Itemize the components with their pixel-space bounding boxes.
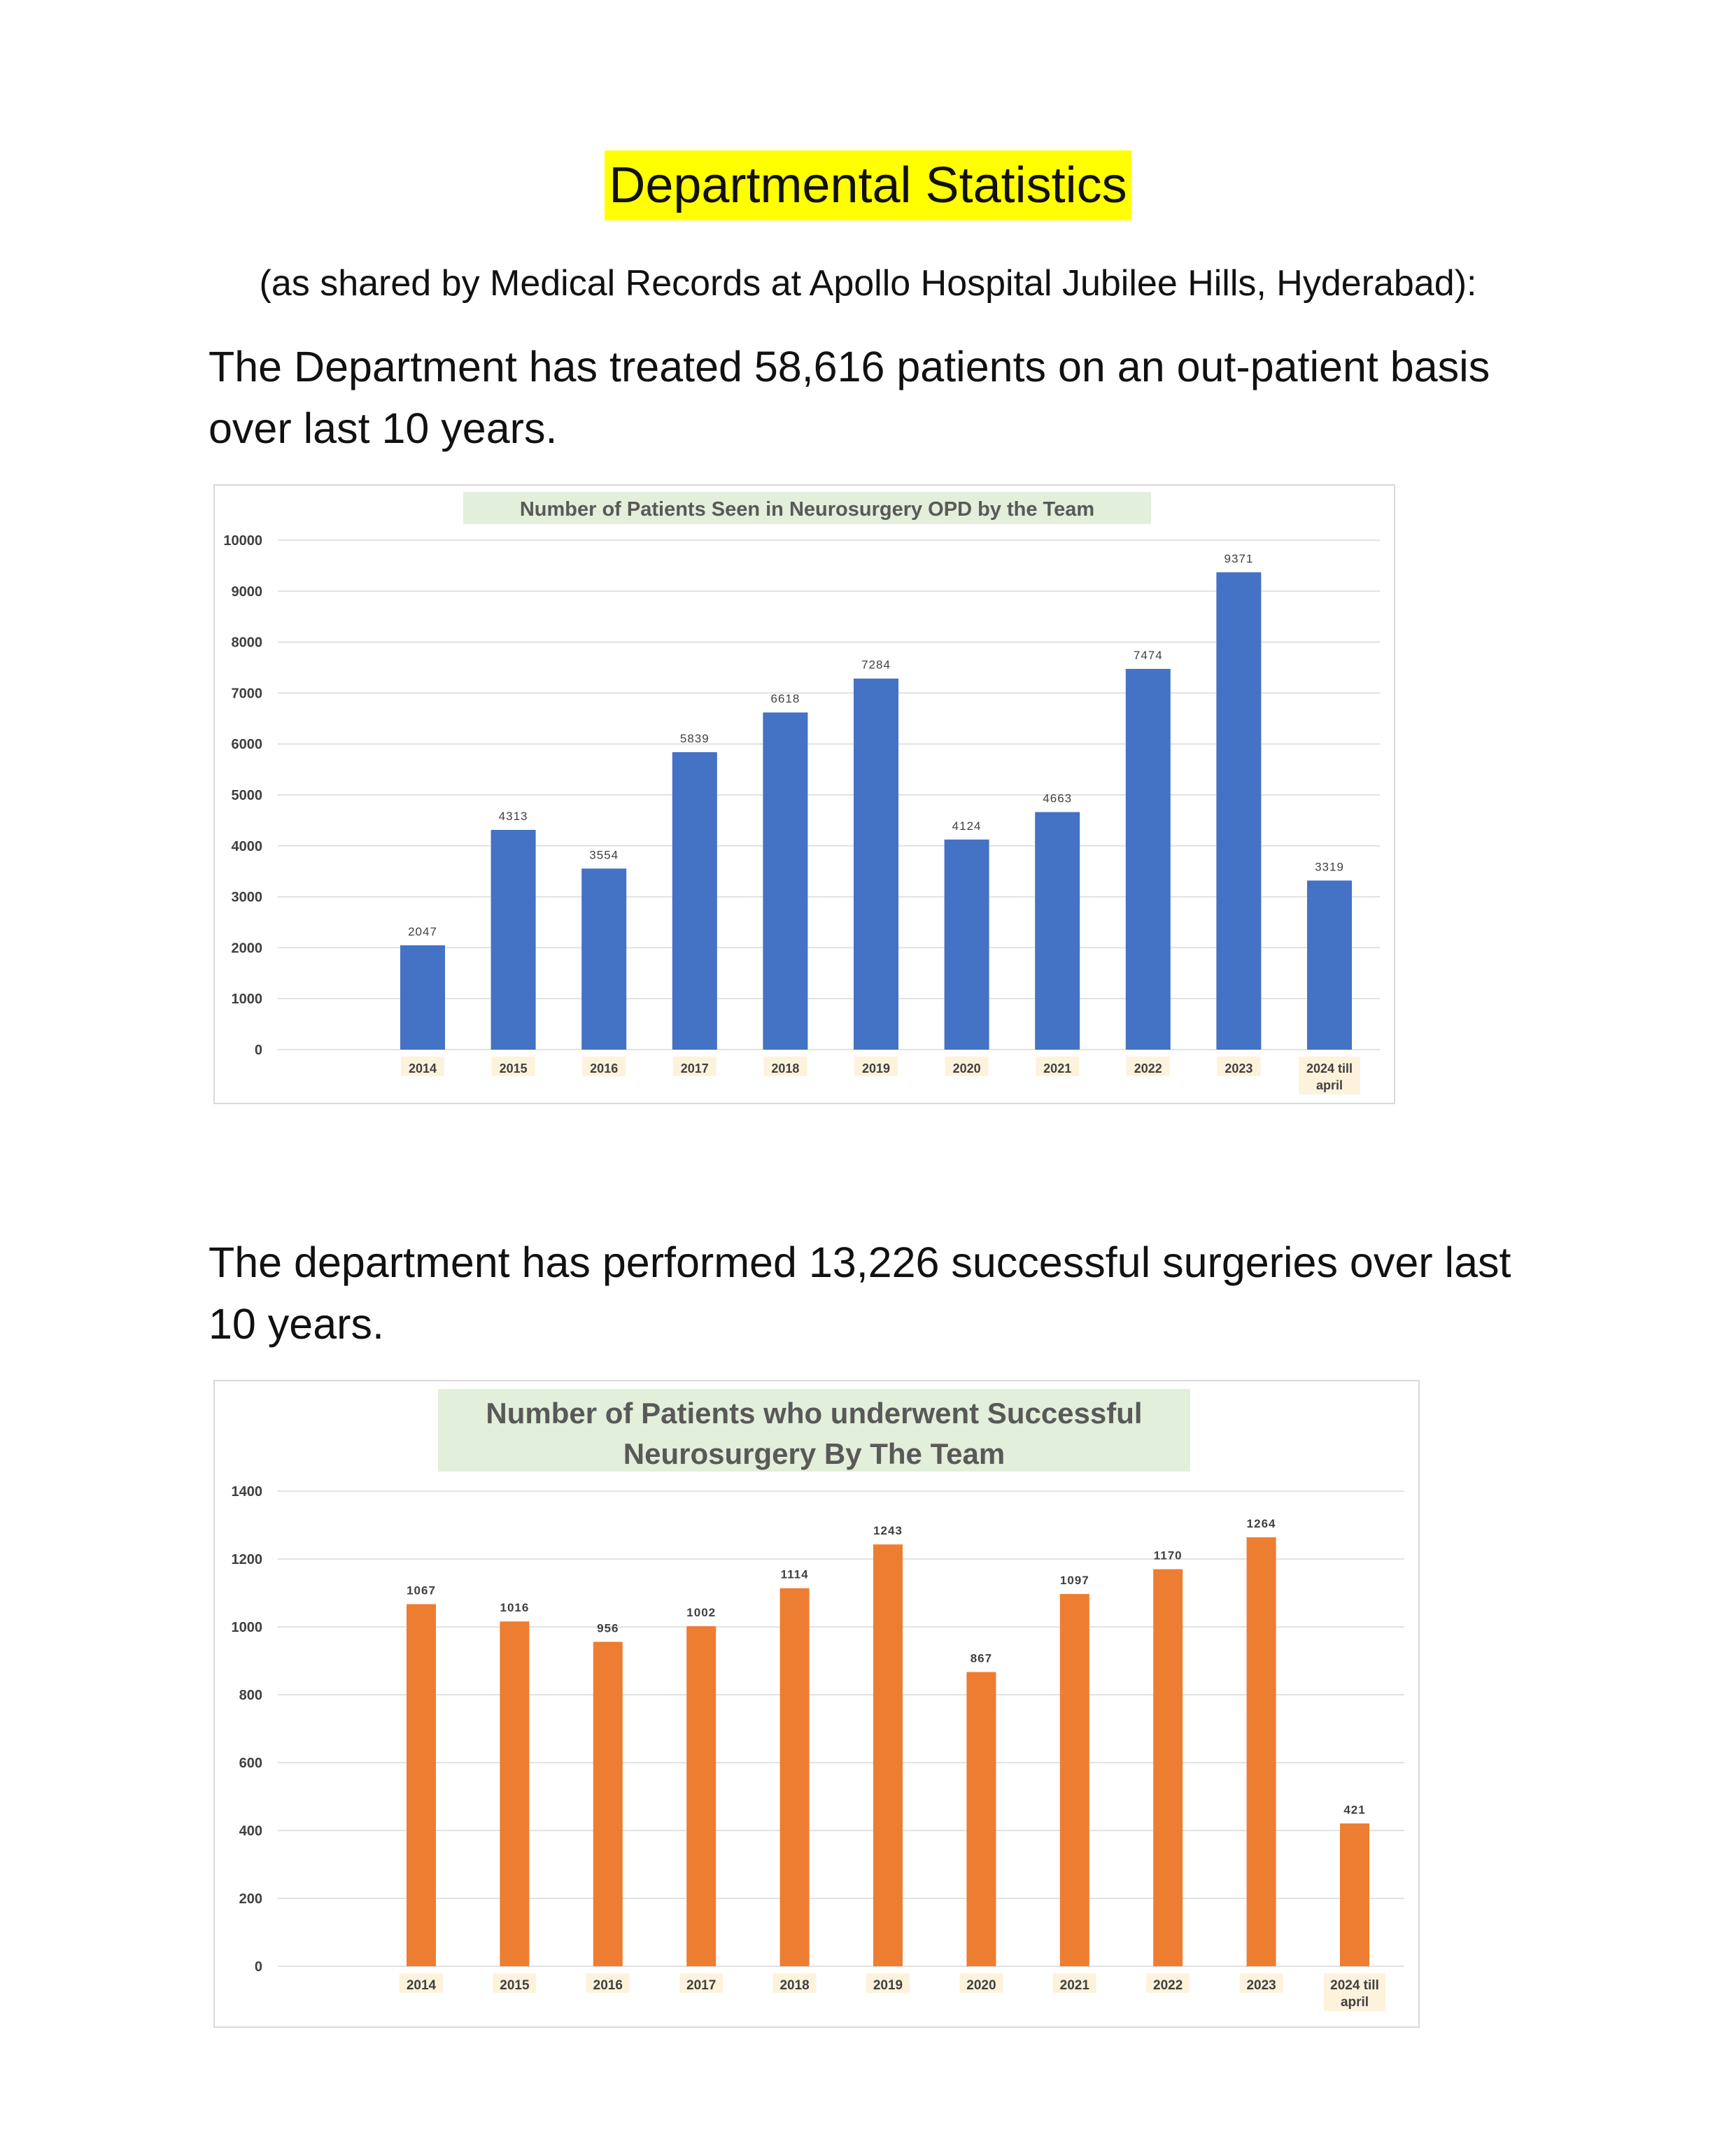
opd-bar [400, 945, 445, 1050]
opd-bar [1307, 880, 1352, 1050]
surgery-bar [686, 1626, 716, 1966]
surgery-bar [873, 1544, 903, 1966]
surgery-summary-paragraph: The department has performed 13,226 successful surgeries over last 10 years. [209, 1239, 1511, 1348]
surgery-bar [966, 1672, 996, 1966]
opd-bar [945, 840, 989, 1050]
opd-x-tick-label: 2020 [952, 1062, 981, 1075]
opd-data-label: 3554 [589, 848, 619, 862]
opd-bar [672, 752, 717, 1050]
opd-data-label: 7474 [1133, 648, 1163, 662]
opd-data-label: 3319 [1315, 860, 1344, 874]
surgery-chart-title: Number of Patients who underwent Successful Neurosurgery By The Team [486, 1397, 1143, 1470]
surgery-bar [500, 1621, 529, 1966]
surgery-bar [1247, 1537, 1276, 1966]
opd-data-label: 4124 [952, 819, 982, 833]
opd-chart [213, 484, 1395, 1104]
opd-summary-paragraph: The Department has treated 58,616 patients on an out-patient basis over last 10 years. [209, 343, 1490, 452]
page-title-text: Departmental Statistics [605, 150, 1131, 220]
opd-x-tick-label: 2024 till april [1306, 1062, 1353, 1092]
source-note: (as shared by Medical Records at Apollo Hospital Jubilee Hills, Hyderabad): [259, 263, 1477, 304]
opd-y-tick-label: 4000 [231, 838, 262, 854]
opd-bar [491, 830, 536, 1050]
surgery-bar [1153, 1570, 1183, 1966]
opd-y-tick-label: 10000 [223, 533, 262, 549]
opd-bar [1126, 669, 1171, 1050]
opd-x-tick-label: 2019 [861, 1062, 891, 1075]
surgery-data-label: 867 [970, 1651, 993, 1665]
opd-data-label: 2047 [408, 924, 437, 938]
page-title [0, 150, 1736, 220]
surgery-x-tick-label: 2021 [1059, 1978, 1089, 1993]
surgery-x-tick-label: 2018 [779, 1978, 810, 1993]
opd-x-tick-label: 2016 [590, 1062, 619, 1075]
surgery-y-tick-label: 0 [254, 1959, 262, 1975]
surgery-data-label: 1264 [1246, 1516, 1276, 1530]
surgery-y-tick-label: 400 [239, 1824, 262, 1839]
opd-y-tick-label: 5000 [231, 788, 262, 803]
surgery-y-tick-label: 800 [239, 1688, 262, 1703]
surgery-x-tick-label: 2022 [1153, 1978, 1183, 1993]
opd-x-tick-label: 2023 [1225, 1062, 1253, 1075]
opd-x-tick-label: 2018 [771, 1062, 800, 1075]
opd-bar [854, 679, 898, 1050]
surgery-bar [407, 1605, 436, 1966]
opd-y-tick-label: 0 [254, 1043, 262, 1058]
surgery-data-label: 421 [1343, 1803, 1366, 1817]
opd-y-tick-label: 7000 [231, 686, 262, 702]
surgery-bar [780, 1588, 810, 1966]
opd-data-label: 5839 [679, 731, 710, 745]
opd-y-tick-label: 9000 [231, 584, 262, 600]
opd-x-tick-label: 2021 [1043, 1062, 1072, 1075]
surgery-chart-svg [215, 1381, 1418, 2026]
opd-y-tick-label: 8000 [231, 635, 262, 651]
opd-bar [1035, 812, 1080, 1050]
surgery-y-tick-label: 1200 [231, 1552, 262, 1567]
surgery-data-label: 1002 [686, 1606, 717, 1620]
surgery-data-label: 956 [597, 1621, 619, 1635]
opd-y-tick-label: 2000 [231, 940, 262, 957]
opd-chart-svg [215, 486, 1394, 1103]
opd-data-label: 4663 [1043, 791, 1073, 805]
surgery-x-tick-label: 2015 [500, 1978, 530, 1993]
surgery-data-label: 1097 [1059, 1573, 1089, 1587]
surgery-x-tick-label: 2016 [593, 1978, 623, 1993]
opd-x-tick-label: 2022 [1134, 1062, 1162, 1075]
opd-x-tick-label: 2017 [680, 1062, 709, 1075]
surgery-data-label: 1016 [500, 1601, 530, 1615]
surgery-data-label: 1067 [407, 1584, 436, 1598]
surgery-y-tick-label: 200 [239, 1891, 262, 1907]
surgery-x-tick-label: 2017 [686, 1978, 717, 1993]
opd-x-tick-label: 2015 [499, 1062, 528, 1075]
opd-x-tick-label: 2014 [408, 1062, 437, 1075]
surgery-x-tick-label: 2024 till april [1330, 1978, 1379, 2010]
surgery-x-tick-label: 2023 [1246, 1978, 1276, 1993]
surgery-x-tick-label: 2020 [966, 1978, 996, 1993]
opd-bar [581, 868, 626, 1050]
opd-bar [1216, 572, 1261, 1050]
surgery-bar [593, 1642, 623, 1966]
opd-chart-title: Number of Patients Seen in Neurosurgery OPD by the Team [519, 498, 1095, 521]
opd-data-label: 9371 [1224, 551, 1254, 565]
opd-data-label: 7284 [861, 658, 891, 672]
surgery-bar [1340, 1824, 1369, 1966]
surgery-x-tick-label: 2019 [873, 1978, 903, 1993]
surgery-y-tick-label: 600 [239, 1756, 262, 1771]
surgery-data-label: 1170 [1153, 1549, 1183, 1563]
surgery-chart [213, 1380, 1420, 2028]
surgery-data-label: 1114 [780, 1567, 809, 1581]
surgery-data-label: 1243 [873, 1524, 903, 1538]
surgery-x-tick-label: 2014 [406, 1978, 437, 1993]
surgery-y-tick-label: 1400 [231, 1484, 262, 1500]
opd-y-tick-label: 6000 [231, 737, 262, 753]
surgery-y-tick-label: 1000 [231, 1620, 262, 1635]
opd-data-label: 4313 [498, 810, 528, 824]
opd-data-label: 6618 [770, 692, 800, 706]
opd-bar [763, 712, 807, 1050]
opd-y-tick-label: 1000 [231, 992, 262, 1008]
opd-y-tick-label: 3000 [231, 889, 262, 905]
surgery-bar [1060, 1594, 1089, 1966]
